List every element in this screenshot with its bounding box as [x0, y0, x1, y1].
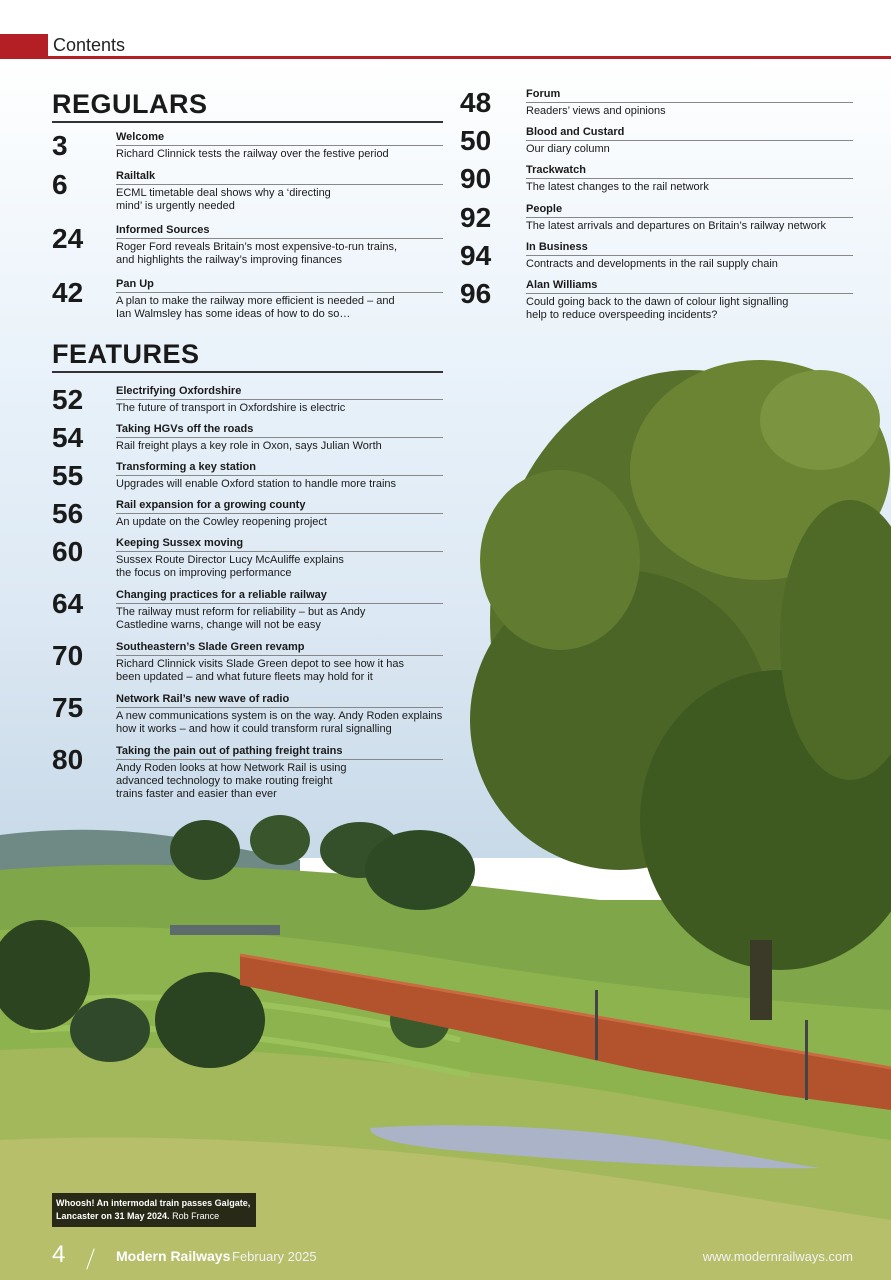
- entry-page-number: 48: [460, 87, 492, 118]
- entry-page-number: 6: [52, 169, 68, 200]
- entry-title: Welcome: [116, 131, 443, 146]
- entry-title: Alan Williams: [526, 279, 853, 294]
- entry-description: Roger Ford reveals Britain’s most expensive-to-run trains, and highlights the railway’s improving finances: [116, 241, 398, 266]
- entry-page-number: 55: [52, 460, 84, 491]
- entry-description: The future of transport in Oxfordshire is electric: [116, 402, 346, 414]
- entry-title: Keeping Sussex moving: [116, 537, 443, 552]
- footer-divider: [86, 1248, 94, 1269]
- entry-page-number: 60: [52, 536, 84, 567]
- entry-description: Upgrades will enable Oxford station to handle more trains: [116, 478, 397, 490]
- entry-title: Electrifying Oxfordshire: [116, 385, 443, 400]
- features-heading: FEATURES: [52, 339, 443, 373]
- entry-page-number: 56: [52, 498, 84, 529]
- entry-description: Sussex Route Director Lucy McAuliffe explains the focus on improving performance: [116, 554, 344, 579]
- fence-post: [805, 1020, 808, 1100]
- header-rule: [0, 56, 891, 59]
- entry-title: In Business: [526, 241, 853, 256]
- entry-description: Our diary column: [526, 143, 610, 155]
- entry-page-number: 96: [460, 278, 492, 309]
- entry-description: ECML timetable deal shows why a ‘directing mind’ is urgently needed: [116, 187, 331, 212]
- entry-page-number: 3: [52, 130, 68, 161]
- entry-description: An update on the Cowley reopening project: [116, 516, 327, 528]
- entry-title: Rail expansion for a growing county: [116, 499, 443, 514]
- entry-page-number: 24: [52, 223, 84, 254]
- page-header: [0, 34, 891, 58]
- entry-title: Trackwatch: [526, 164, 853, 179]
- entry-title: Forum: [526, 88, 853, 103]
- entry-page-number: 92: [460, 202, 492, 233]
- entry-title: People: [526, 203, 853, 218]
- entry-page-number: 54: [52, 422, 84, 453]
- photo-caption: [52, 1193, 256, 1227]
- large-tree-canopy: [760, 370, 880, 470]
- entry-description: Richard Clinnick visits Slade Green depot to see how it has been updated – and what future fleets may hold for it: [116, 658, 404, 683]
- entry-title: Blood and Custard: [526, 126, 853, 141]
- entry-description: Richard Clinnick tests the railway over the festive period: [116, 148, 389, 160]
- tree: [250, 815, 310, 865]
- bridge: [170, 925, 280, 935]
- entry-title: Network Rail’s new wave of radio: [116, 693, 443, 708]
- entry-title: Southeastern’s Slade Green revamp: [116, 641, 443, 656]
- issue-date: February 2025: [232, 1249, 317, 1264]
- entry-description: Rail freight plays a key role in Oxon, says Julian Worth: [116, 440, 382, 452]
- entry-description: The latest arrivals and departures on Britain’s railway network: [526, 220, 826, 232]
- entry-description: The latest changes to the rail network: [526, 181, 709, 193]
- tree-trunk: [750, 940, 772, 1020]
- entry-page-number: 64: [52, 588, 84, 619]
- entry-page-number: 70: [52, 640, 84, 671]
- entry-description: Contracts and developments in the rail supply chain: [526, 258, 778, 270]
- entry-title: Railtalk: [116, 170, 443, 185]
- page-footer: [0, 1236, 891, 1280]
- entry-page-number: 90: [460, 163, 492, 194]
- entry-title: Taking HGVs off the roads: [116, 423, 443, 438]
- entry-description: Could going back to the dawn of colour light signalling help to reduce overspeeding incidents?: [526, 296, 789, 321]
- entry-description: A new communications system is on the way. Andy Roden explains how it works – and how it could transform rural signalling: [116, 710, 443, 735]
- entry-title: Pan Up: [116, 278, 443, 293]
- fence-post: [595, 990, 598, 1060]
- entry-description: A plan to make the railway more efficient is needed – and Ian Walmsley has some ideas of how to do so…: [116, 295, 395, 320]
- footer-page-number: 4: [52, 1241, 66, 1268]
- entry-description: Readers’ views and opinions: [526, 105, 666, 117]
- entry-title: Informed Sources: [116, 224, 443, 239]
- website-link[interactable]: www.modernrailways.com: [702, 1249, 853, 1264]
- large-tree-canopy: [480, 470, 640, 650]
- entry-description: The railway must reform for reliability – but as Andy Castledine warns, change will not be easy: [116, 606, 366, 631]
- entry-page-number: 42: [52, 277, 84, 308]
- caption-text: Whoosh! An intermodal train passes Galgate, Lancaster on 31 May 2024.: [56, 1198, 251, 1221]
- entry-title: Changing practices for a reliable railway: [116, 589, 443, 604]
- page-title: Contents: [53, 35, 126, 55]
- tree: [170, 820, 240, 880]
- entry-page-number: 50: [460, 125, 492, 156]
- tree: [365, 830, 475, 910]
- caption-credit: Rob France: [172, 1211, 220, 1221]
- tree: [70, 998, 150, 1062]
- magazine-name: Modern Railways: [116, 1248, 231, 1264]
- entry-page-number: 80: [52, 744, 84, 775]
- entry-description: Andy Roden looks at how Network Rail is using advanced technology to make routing freight trains faster and easier than ever: [116, 762, 347, 800]
- header-accent-block: [0, 34, 48, 56]
- entry-title: Transforming a key station: [116, 461, 443, 476]
- entry-title: Taking the pain out of pathing freight trains: [116, 745, 443, 760]
- entry-page-number: 94: [460, 240, 492, 271]
- regulars-heading: REGULARS: [52, 89, 443, 123]
- entry-page-number: 52: [52, 384, 84, 415]
- entry-page-number: 75: [52, 692, 84, 723]
